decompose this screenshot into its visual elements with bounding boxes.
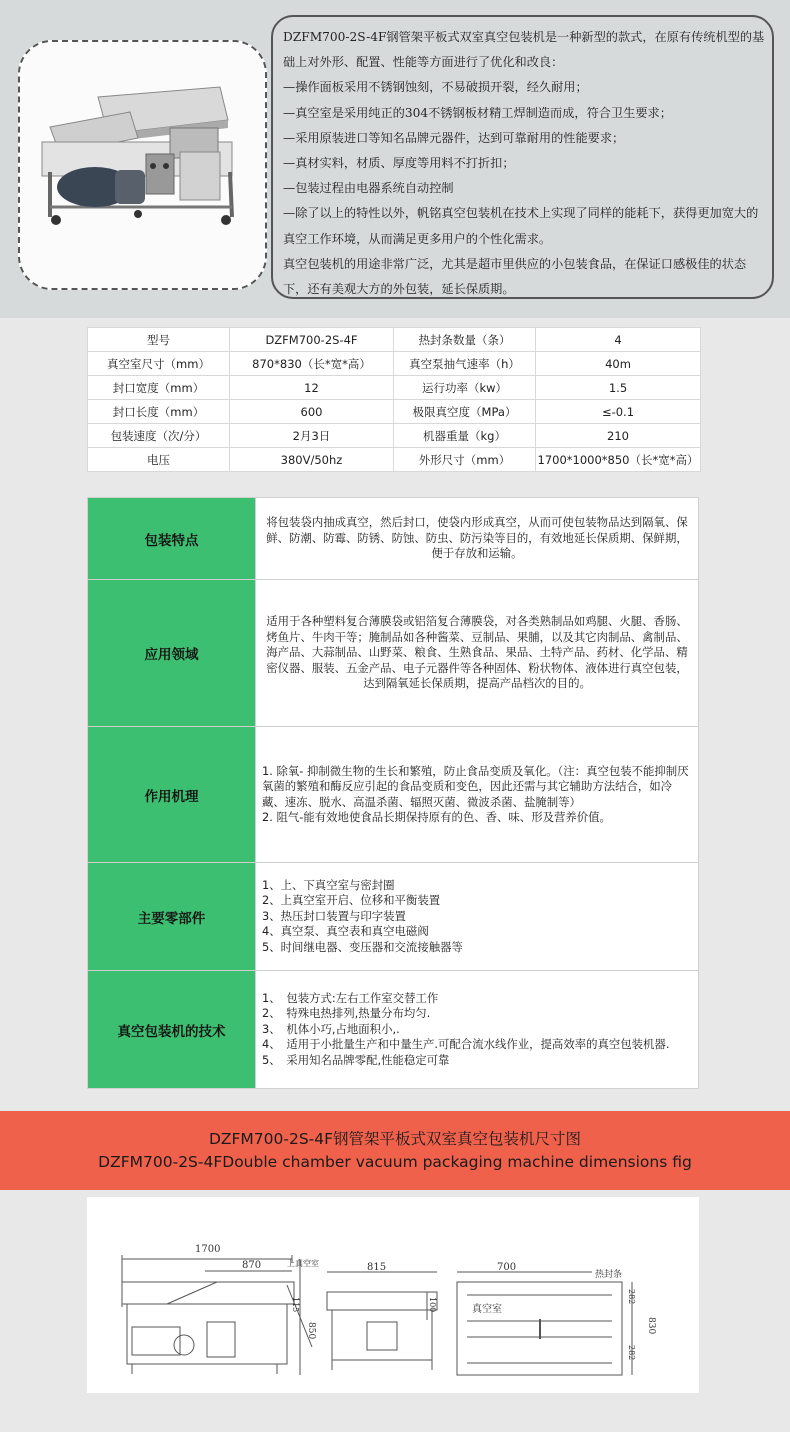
feature-line: 3、 机体小巧,占地面积小,.: [262, 1021, 400, 1036]
feature-label: 应用领域: [88, 580, 256, 726]
dim-850: 850: [306, 1322, 316, 1340]
dim-100: 100: [428, 1297, 437, 1313]
label-upper-chamber: 上真空室: [287, 1259, 319, 1268]
feature-row: [88, 971, 698, 1088]
spec-label: 外形尺寸（mm）: [394, 448, 536, 472]
feature-line: 2、 特殊电热排列,热量分布均匀.: [262, 1006, 431, 1021]
dim-815: 815: [367, 1262, 387, 1273]
dim-830: 830: [646, 1317, 656, 1335]
intro-paragraph: —真材实料，材质、厚度等用料不打折扣；: [283, 156, 515, 171]
banner-title-cn: DZFM700-2S-4F钢管架平板式双室真空包装机尺寸图: [208, 1129, 582, 1148]
spec-value: 12: [230, 376, 394, 400]
spec-value: 4: [536, 328, 701, 352]
feature-label: 真空包装机的技术: [88, 971, 256, 1088]
dim-282-bottom: 282: [627, 1345, 636, 1361]
spec-value: 1700*1000*850（长*宽*高）: [536, 448, 701, 472]
feature-line: 1、 包装方式:左右工作室交替工作: [262, 990, 439, 1005]
feature-row: [88, 727, 698, 863]
label-vacuum-chamber: 真空室: [472, 1304, 502, 1315]
intro-paragraph: —采用原装进口等知名品牌元器件，达到可靠耐用的性能要求；: [283, 130, 625, 145]
spec-label: 封口宽度（mm）: [88, 376, 230, 400]
intro-paragraph: —操作面板采用不锈钢蚀刻，不易破损开裂，经久耐用；: [283, 80, 588, 95]
table-row: [88, 376, 701, 400]
spec-value: ≤-0.1: [536, 400, 701, 424]
feature-content: [256, 971, 698, 1088]
spec-label: 型号: [88, 328, 230, 352]
dim-115: 115: [291, 1297, 300, 1313]
dimension-banner: [0, 1111, 790, 1190]
spec-label: 热封条数量（条）: [394, 328, 536, 352]
feature-line: 2. 阻气-能有效地使食品长期保持原有的色、香、味、形及营养价值。: [262, 809, 611, 824]
spec-label: 运行功率（kw）: [394, 376, 536, 400]
dimension-diagram: [87, 1197, 699, 1393]
intro-paragraph: —包装过程由电器系统自动控制: [283, 181, 454, 196]
spec-value: 380V/50hz: [230, 448, 394, 472]
spec-value: 2月3日: [230, 424, 394, 448]
feature-content: [256, 863, 698, 970]
intro-text-box: [271, 15, 774, 299]
feature-line: 1. 除氧- 抑制微生物的生长和繁殖，防止食品变质及氧化。（注：真空包装不能抑制厌氧菌的繁殖和酶反应引起的食品变质和变色，因此还需与其它辅助方法结合，如冷藏、速冻、脱水、高温杀菌、辐照灭菌、微波杀菌、盐腌制等）: [262, 763, 689, 809]
feature-content: [256, 727, 698, 862]
feature-row: [88, 580, 698, 727]
spec-label: 真空室尺寸（mm）: [88, 352, 230, 376]
feature-line: 4、真空泵、真空表和真空电磁阀: [262, 924, 429, 939]
spec-value: 210: [536, 424, 701, 448]
feature-label: 主要零部件: [88, 863, 256, 970]
spec-label: 真空泵抽气速率（h）: [394, 352, 536, 376]
machine-photo: [20, 42, 265, 288]
feature-line: 3、热压封口装置与印字装置: [262, 908, 406, 923]
spec-label: 包装速度（次/分）: [88, 424, 230, 448]
feature-label: 包装特点: [88, 498, 256, 579]
banner-title-en: DZFM700-2S-4FDouble chamber vacuum packaging machine dimensions fig: [98, 1152, 692, 1171]
dim-700: 700: [497, 1262, 517, 1273]
feature-line: 2、上真空室开启、位移和平衡装置: [262, 893, 441, 908]
spec-table: [87, 327, 701, 472]
feature-content: [256, 580, 698, 726]
feature-line: 4、 适用于小批量生产和中量生产.可配合流水线作业，提高效率的真空包装机器.: [262, 1037, 670, 1052]
feature-table: [87, 497, 699, 1089]
spec-label: 极限真空度（MPa）: [394, 400, 536, 424]
feature-line: 5、时间继电器、变压器和交流接触器等: [262, 939, 463, 954]
table-row: [88, 400, 701, 424]
spec-value: 600: [230, 400, 394, 424]
dim-282-top: 282: [627, 1289, 636, 1305]
spec-value: 870*830（长*宽*高）: [230, 352, 394, 376]
intro-paragraph: 真空包装机的用途非常广泛，尤其是超市里供应的小包装食品，在保证口感极佳的状态下，还有美观大方的外包装，延长保质期。: [283, 256, 747, 297]
feature-line: 将包装袋内抽成真空，然后封口，使袋内形成真空，从而可使包装物品达到隔氧、保鲜、防潮、防霉、防锈、防蚀、防虫、防污染等目的，有效地延长保质期、保鲜期，便于存放和运输。: [266, 515, 688, 561]
feature-content: [256, 498, 698, 579]
intro-paragraph: —除了以上的特性以外，帆铭真空包装机在技术上实现了同样的能耗下，获得更加宽大的真空工作环境，从而满足更多用户的个性化需求。: [283, 206, 759, 246]
product-photo-frame: [18, 40, 267, 290]
intro-paragraph: —真空室是采用纯正的304不锈钢板材精工焊制造而成，符合卫生要求；: [283, 105, 672, 120]
spec-value: 40m: [536, 352, 701, 376]
spec-label: 电压: [88, 448, 230, 472]
feature-row: [88, 863, 698, 971]
feature-line: 1、上、下真空室与密封圈: [262, 877, 395, 892]
dim-870: 870: [242, 1260, 262, 1271]
table-row: [88, 328, 701, 352]
spec-value: DZFM700-2S-4F: [230, 328, 394, 352]
dim-1700: 1700: [195, 1244, 221, 1255]
table-row: [88, 352, 701, 376]
spec-label: 机器重量（kg）: [394, 424, 536, 448]
feature-label: 作用机理: [88, 727, 256, 862]
feature-row: [88, 498, 698, 580]
label-seal-bar: 热封条: [595, 1270, 623, 1280]
intro-paragraph: DZFM700-2S-4F钢管架平板式双室真空包装机是一种新型的款式，在原有传统机型的基础上对外形、配置、性能等方面进行了优化和改良：: [283, 30, 765, 70]
spec-label: 封口长度（mm）: [88, 400, 230, 424]
spec-value: 1.5: [536, 376, 701, 400]
table-row: [88, 424, 701, 448]
table-row: [88, 448, 701, 472]
feature-line: 适用于各种塑料复合薄膜袋或铝箔复合薄膜袋，对各类熟制品如鸡腿、火腿、香肠、烤鱼片、牛肉干等；腌制品如各种酱菜、豆制品、果脯，以及其它肉制品、禽制品、海产品、大蒜制品、山野菜、粮食、生熟食品、果品、土特产品、药材、化学品、精密仪器、服装、五金产品、电子元器件等各种固体、粉状物体、液体进行真空包装，达到隔氧延长保质期，提高产品档次的目的。: [266, 614, 688, 691]
dimension-drawing: [87, 1197, 699, 1393]
feature-line: 5、 采用知名品牌零配,性能稳定可靠: [262, 1052, 450, 1067]
